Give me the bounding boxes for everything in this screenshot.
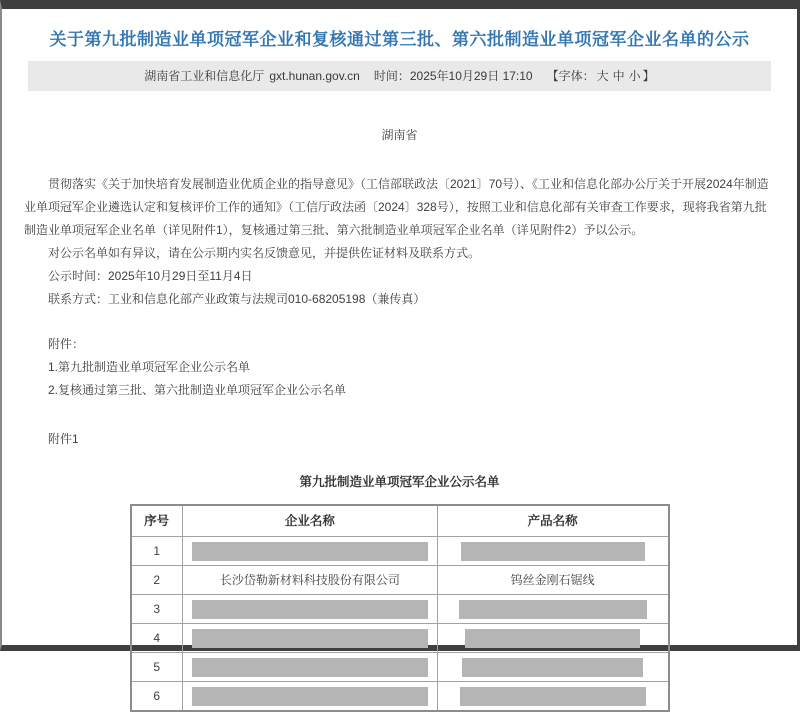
table-title: 第九批制造业单项冠军企业公示名单 xyxy=(299,475,500,489)
row-index: 3 xyxy=(131,595,183,624)
redacted-product-block xyxy=(462,658,643,677)
row-index: 6 xyxy=(131,682,183,712)
row-index: 5 xyxy=(131,653,183,682)
font-size-small-button[interactable]: 小 xyxy=(628,69,641,83)
row-index: 1 xyxy=(131,537,183,566)
redacted-company-block xyxy=(192,600,428,619)
redacted-company-block xyxy=(192,629,428,648)
paragraph-main: 贯彻落实《关于加快培育发展制造业优质企业的指导意见》（工信部联政法〔2021〕70号）、《工业和信息化部办公厅关于开展2024年制造业单项冠军企业遴选认定和复核评价工作的通知》（工信厅政法函〔2024〕328号），按照工业和信息化部有关审查工作要求，现将我省第九批制造业单项冠军企业名单（详见附件1），复核通过第三批、第六批制造业单项冠军企业名单（详见附件2）予以公示。 xyxy=(24,177,769,237)
row-index: 4 xyxy=(131,624,183,653)
attachment-item-2: 2.复核通过第三批、第六批制造业单项冠军企业公示名单 xyxy=(48,383,347,397)
column-header-product: 产品名称 xyxy=(437,505,668,537)
column-header-company: 企业名称 xyxy=(182,505,437,537)
product-name-cell: 钨丝金刚石锯线 xyxy=(437,566,668,595)
article-body xyxy=(2,124,797,712)
table-row xyxy=(131,566,669,595)
row-index: 2 xyxy=(131,566,183,595)
region-byline: 湖南省 xyxy=(381,128,418,142)
redacted-company-block xyxy=(192,687,428,706)
font-label-close: 】 xyxy=(642,69,655,83)
font-size-medium-button[interactable]: 中 xyxy=(612,69,625,83)
company-name-cell: 长沙岱勒新材料科技股份有限公司 xyxy=(182,566,437,595)
table-row xyxy=(131,537,669,566)
champion-enterprises-table xyxy=(130,504,670,712)
paragraph-contact: 联系方式：工业和信息化部产业政策与法规司010-68205198（兼传真） xyxy=(48,292,426,306)
redacted-company-block xyxy=(192,542,428,561)
annex1-label: 附件1 xyxy=(48,432,79,446)
meta-bar xyxy=(28,61,771,91)
redacted-product-block xyxy=(461,542,645,561)
attachments-section xyxy=(24,333,775,402)
redacted-product-block xyxy=(459,600,647,619)
paragraph-publicity-period: 公示时间：2025年10月29日至11月4日 xyxy=(48,269,253,283)
redacted-company-block xyxy=(192,658,428,677)
source-url: gxt.hunan.gov.cn xyxy=(269,69,360,83)
table-row xyxy=(131,624,669,653)
attachments-label: 附件： xyxy=(48,337,85,351)
page-title: 关于第九批制造业单项冠军企业和复核通过第三批、第六批制造业单项冠军企业名单的公示 xyxy=(49,30,750,49)
table-row xyxy=(131,595,669,624)
source-name: 湖南省工业和信息化厅 xyxy=(144,69,265,83)
time-value: 2025年10月29日 17:10 xyxy=(409,69,533,83)
redacted-product-block xyxy=(460,687,646,706)
attachment-item-1: 1.第九批制造业单项冠军企业公示名单 xyxy=(48,360,251,374)
paragraph-objection: 对公示名单如有异议，请在公示期内实名反馈意见，并提供佐证材料及联系方式。 xyxy=(48,246,481,260)
column-header-index: 序号 xyxy=(131,505,183,537)
table-row xyxy=(131,682,669,712)
redacted-product-block xyxy=(465,629,640,648)
table-row xyxy=(131,653,669,682)
time-label: 时间： xyxy=(373,69,410,83)
font-size-large-button[interactable]: 大 xyxy=(596,69,609,83)
table-header-row xyxy=(131,505,669,537)
font-label-open: 【字体： xyxy=(546,69,595,83)
